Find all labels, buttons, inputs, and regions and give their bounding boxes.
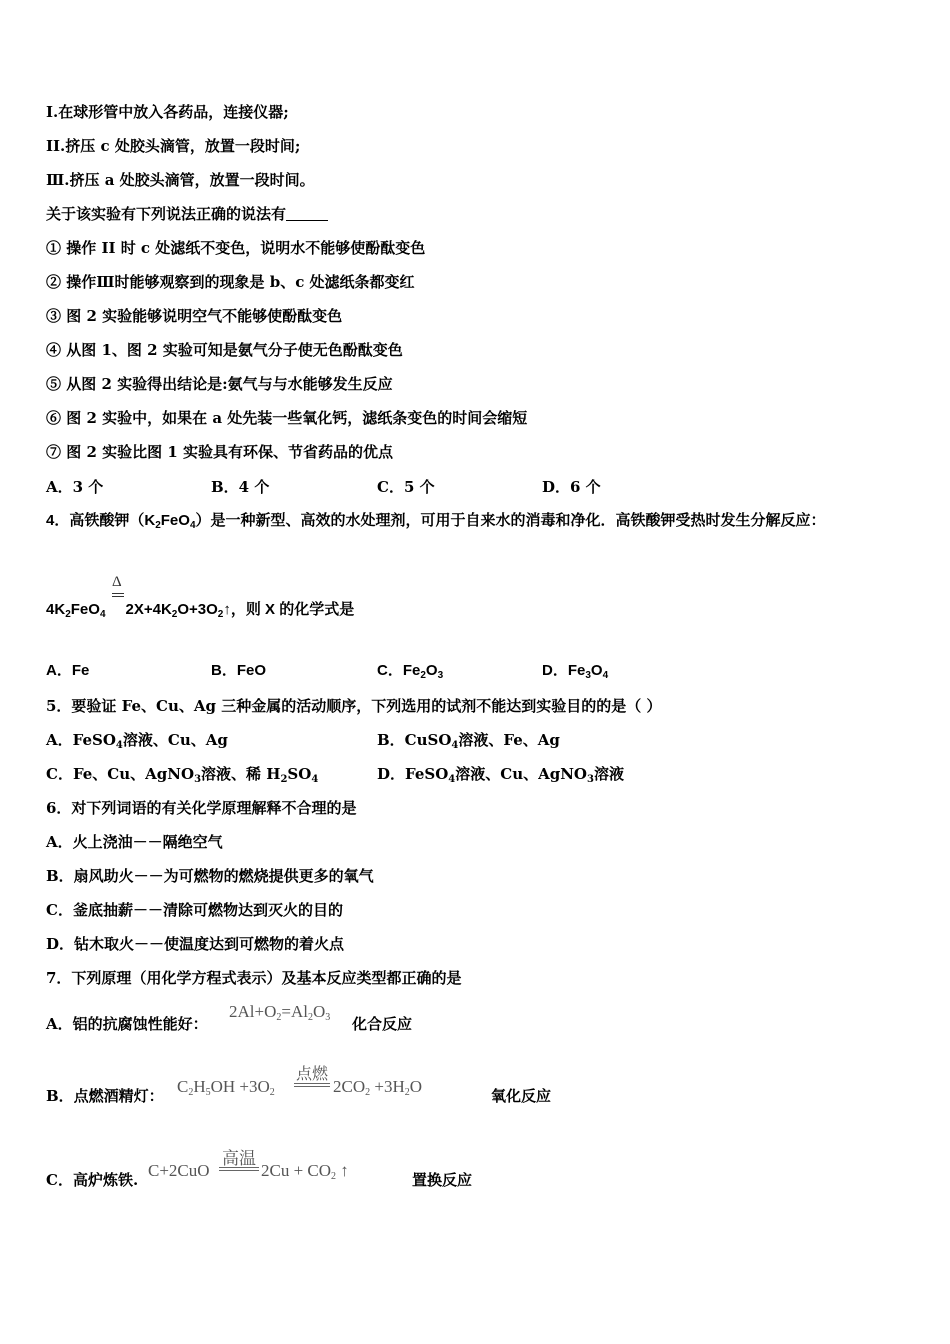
q4-option-b: B．FeO bbox=[211, 662, 267, 679]
q4-equals-sign bbox=[112, 593, 124, 597]
q6-option-a: A．火上浇油－－隔绝空气 bbox=[46, 833, 223, 851]
q4-eq-part: 4K bbox=[46, 601, 66, 618]
q4-equation bbox=[46, 600, 354, 625]
q7-option-c-condition: 高温 bbox=[222, 1149, 256, 1168]
q4-opt-part: O bbox=[590, 662, 603, 679]
q4-sub: 4 bbox=[99, 609, 106, 620]
statement-3: ③ 图 2 实验能够说明空气不能够使酚酞变色 bbox=[46, 307, 343, 325]
q4-sub: 2 bbox=[217, 609, 224, 620]
q4-option-c bbox=[377, 661, 443, 686]
q7-option-a-label: A．铝的抗腐蚀性能好： bbox=[46, 1015, 208, 1033]
q4-sub: 3 bbox=[437, 670, 444, 681]
step-2: II.挤压 c 处胶头滴管，放置一段时间; bbox=[46, 137, 301, 155]
q5-sub: 3 bbox=[194, 774, 202, 785]
q7-option-b-equals bbox=[294, 1083, 330, 1087]
eq-sub: 2 bbox=[307, 1012, 313, 1023]
statement-6: ⑥ 图 2 实验中，如果在 a 处先装一些氧化钙，滤纸条变色的时间会缩短 bbox=[46, 409, 528, 427]
q3-prompt bbox=[46, 204, 328, 224]
q7-option-c-equals bbox=[219, 1167, 259, 1171]
q5-opt-part: B．CuSO bbox=[377, 731, 452, 749]
q7-option-b-type: 氧化反应 bbox=[491, 1087, 552, 1105]
q5-sub: 4 bbox=[451, 740, 459, 751]
q4-eq-part: FeO bbox=[70, 601, 100, 618]
q5-opt-part: 溶液、稀 H bbox=[201, 765, 281, 783]
q5-sub: 4 bbox=[448, 774, 456, 785]
eq-part: +3H bbox=[370, 1077, 405, 1096]
q4-opt-part: D．Fe bbox=[542, 662, 586, 679]
eq-sub: 3 bbox=[325, 1012, 331, 1023]
q4-delta-condition: Δ bbox=[112, 574, 122, 590]
q4-eq-part: 2X+4K bbox=[125, 601, 172, 618]
eq-part: 2CO bbox=[333, 1077, 366, 1096]
eq-part: O bbox=[409, 1077, 423, 1096]
q3-option-b: B．4 个 bbox=[211, 478, 270, 496]
q7-option-b-products bbox=[333, 1077, 422, 1098]
q3-prompt-text: 关于该实验有下列说法正确的说法有 bbox=[46, 205, 287, 223]
eq-sub: 5 bbox=[205, 1087, 211, 1098]
q4-sub: 2 bbox=[65, 609, 71, 620]
q5-option-a bbox=[46, 730, 228, 756]
eq-part: =Al bbox=[281, 1002, 308, 1021]
q7-option-c-products bbox=[261, 1161, 349, 1182]
q7-option-c-type: 置换反应 bbox=[412, 1171, 473, 1189]
eq-part: C bbox=[177, 1077, 189, 1096]
q4-opt-part: C．Fe bbox=[377, 662, 421, 679]
eq-part: O bbox=[312, 1002, 326, 1021]
q4-sub: 2 bbox=[420, 670, 426, 681]
q5-option-d bbox=[377, 764, 624, 790]
q5-opt-part: SO bbox=[287, 765, 312, 783]
eq-part: OH +3O bbox=[210, 1077, 270, 1096]
q4-eq-part: ↑，则 X 的化学式是 bbox=[223, 601, 355, 618]
q6-option-b: B．扇风助火－－为可燃物的燃烧提供更多的氧气 bbox=[46, 867, 374, 885]
q5-opt-part: C．Fe、Cu、AgNO bbox=[46, 765, 195, 783]
q3-option-d: D．6 个 bbox=[542, 478, 601, 496]
q7-option-a-equation bbox=[229, 1002, 330, 1023]
q6-option-d: D．钻木取火－－使温度达到可燃物的着火点 bbox=[46, 935, 345, 953]
step-3: Ⅲ.挤压 a 处胶头滴管，放置一段时间。 bbox=[46, 171, 315, 189]
q5-stem: 5．要验证 Fe、Cu、Ag 三种金属的活动顺序，下列选用的试剂不能达到实验目的的是（ ） bbox=[46, 697, 662, 715]
q6-option-c: C．釜底抽薪－－清除可燃物达到灭火的目的 bbox=[46, 901, 343, 919]
statement-7: ⑦ 图 2 实验比图 1 实验具有环保、节省药品的优点 bbox=[46, 443, 393, 461]
eq-sub: 2 bbox=[276, 1012, 282, 1023]
q7-option-c-reactants: C+2CuO bbox=[148, 1161, 210, 1180]
q7-option-b-reactants bbox=[177, 1077, 275, 1098]
eq-sub: 2 bbox=[188, 1087, 194, 1098]
q4-option-a: A．Fe bbox=[46, 662, 90, 679]
statement-1: ① 操作 II 时 c 处滤纸不变色，说明水不能够使酚酞变色 bbox=[46, 239, 426, 257]
q4-eq-part: O+3O bbox=[177, 601, 218, 618]
q4-stem-part: ）是一种新型、高效的水处理剂，可用于自来水的消毒和净化．高铁酸钾受热时发生分解反应： bbox=[195, 512, 826, 529]
eq-part: 2Cu + CO bbox=[261, 1161, 332, 1180]
q7-stem: 7．下列原理（用化学方程式表示）及基本反应类型都正确的是 bbox=[46, 969, 462, 987]
statement-2: ② 操作Ⅲ时能够观察到的现象是 b、c 处滤纸条都变红 bbox=[46, 273, 415, 291]
q3-option-a: A．3 个 bbox=[46, 478, 104, 496]
eq-sub: 2 bbox=[269, 1087, 275, 1098]
answer-blank bbox=[286, 206, 328, 221]
eq-part: H bbox=[193, 1077, 206, 1096]
q5-sub: 3 bbox=[587, 774, 594, 785]
q4-stem-part: 4．高铁酸钾（K bbox=[46, 512, 156, 529]
q4-option-d bbox=[542, 661, 608, 686]
q5-opt-part: 溶液、Fe、Ag bbox=[458, 731, 560, 749]
q4-sub: 2 bbox=[155, 520, 161, 531]
q5-opt-part: 溶液、Cu、Ag bbox=[122, 731, 228, 749]
eq-sub: 2 bbox=[331, 1171, 337, 1182]
eq-sub: 2 bbox=[404, 1087, 410, 1098]
q4-sub: 3 bbox=[585, 670, 591, 681]
step-1: I.在球形管中放入各药品，连接仪器; bbox=[46, 103, 289, 121]
eq-part: ↑ bbox=[336, 1161, 349, 1180]
q6-stem: 6．对下列词语的有关化学原理解释不合理的是 bbox=[46, 799, 357, 817]
q5-sub: 4 bbox=[115, 740, 123, 751]
q5-sub: 2 bbox=[280, 774, 288, 785]
q5-opt-part: A．FeSO bbox=[46, 731, 116, 749]
q7-option-c-label: C．高炉炼铁. bbox=[46, 1171, 139, 1189]
q5-opt-part: 溶液、Cu、AgNO bbox=[455, 765, 587, 783]
q4-sub: 4 bbox=[602, 670, 609, 681]
q7-option-b-condition: 点燃 bbox=[296, 1066, 329, 1083]
q5-option-b bbox=[377, 730, 560, 756]
q3-option-c: C．5 个 bbox=[377, 478, 435, 496]
q4-stem-part: FeO bbox=[160, 512, 190, 529]
q4-sub: 2 bbox=[171, 609, 178, 620]
eq-sub: 2 bbox=[365, 1087, 371, 1098]
q7-option-a-type: 化合反应 bbox=[352, 1015, 413, 1033]
q5-sub: 4 bbox=[311, 774, 319, 785]
q4-sub: 4 bbox=[189, 520, 196, 531]
q5-option-c bbox=[46, 764, 318, 790]
statement-4: ④ 从图 1、图 2 实验可知是氨气分子使无色酚酞变色 bbox=[46, 341, 403, 359]
q5-opt-part: 溶液 bbox=[593, 765, 624, 783]
q4-stem bbox=[46, 511, 826, 536]
eq-part: 2Al+O bbox=[229, 1002, 277, 1021]
statement-5: ⑤ 从图 2 实验得出结论是:氨气与与水能够发生反应 bbox=[46, 375, 393, 393]
q5-opt-part: D．FeSO bbox=[377, 765, 449, 783]
q4-opt-part: O bbox=[425, 662, 438, 679]
q7-option-b-label: B．点燃酒精灯： bbox=[46, 1087, 164, 1105]
